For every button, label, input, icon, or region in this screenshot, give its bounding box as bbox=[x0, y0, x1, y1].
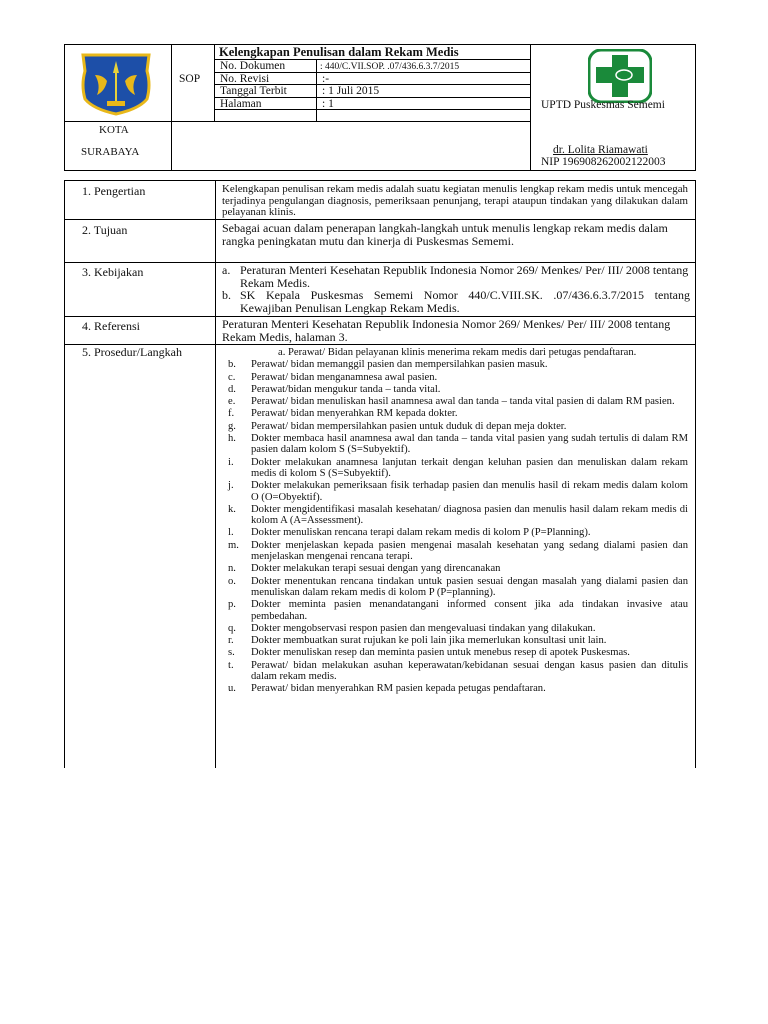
procedure-step-text: Perawat/bidan mengukur tanda – tanda vital. bbox=[251, 383, 441, 395]
procedure-step-letter: k. bbox=[228, 503, 236, 515]
procedure-step-text: Dokter menuliskan rencana terapi dalam rekam medis di kolom P (P=Planning). bbox=[251, 527, 591, 539]
procedure-step-text: Dokter menentukan rencana tindakan untuk pasien sesuai dengan masalah yang dialami pasien dan menuliskan dalam rekam medis di kolom P (P=planning). bbox=[251, 575, 688, 598]
procedure-step bbox=[222, 563, 688, 574]
procedure-step bbox=[222, 457, 688, 480]
city-name-line1: KOTA bbox=[99, 124, 129, 136]
procedure-step-letter: r. bbox=[228, 635, 234, 647]
procedure-step bbox=[222, 396, 688, 407]
sop-label: SOP bbox=[179, 73, 201, 85]
doc-number-value: : 440/C.VII.SOP. .07/436.6.3.7/2015 bbox=[320, 62, 460, 72]
procedure-step bbox=[222, 408, 688, 419]
procedure-step-letter: g. bbox=[228, 420, 236, 432]
procedure-step-text: Perawat/ bidan menyerahkan RM pasien kepada petugas pendaftaran. bbox=[251, 683, 546, 695]
kebijakan-item: b. SK Kepala Puskesmas Sememi Nomor 440/C.VIII.SK. .07/436.6.3.7/2015 tentang Kewajiban Penulisan Lengkap Rekam Medis. bbox=[222, 288, 690, 316]
section-label-prosedur: 5. Prosedur/Langkah bbox=[82, 345, 182, 359]
procedure-step-text: Dokter menjelaskan kepada pasien mengenai masalah kesehatan yang sedang dialami pasien dan menjelaskan mengenai rencana terapi. bbox=[251, 539, 688, 563]
procedure-step-letter: m. bbox=[228, 539, 239, 551]
procedure-step-letter: s. bbox=[228, 647, 235, 659]
page-value: : 1 bbox=[322, 98, 334, 110]
procedure-step-letter: e. bbox=[228, 396, 236, 408]
procedure-step-text: Dokter menuliskan resep dan meminta pasien untuk menebus resep di apotek Puskesmas. bbox=[251, 647, 630, 659]
procedure-step bbox=[222, 433, 688, 456]
procedure-step-letter: p. bbox=[228, 599, 236, 611]
procedure-step bbox=[222, 359, 688, 370]
procedure-list bbox=[222, 347, 688, 696]
procedure-step-a: a. Perawat/ Bidan pelayanan klinis menerima rekam medis dari petugas pendaftaran. bbox=[278, 347, 637, 358]
procedure-step-text: Perawat/ bidan melakukan asuhan keperawatan/kebidanan sesuai dengan kasus pasien dan ditulis dalam rekam medis. bbox=[251, 659, 688, 683]
procedure-step bbox=[222, 635, 688, 646]
procedure-step-letter: h. bbox=[228, 433, 236, 445]
procedure-step-letter: i. bbox=[228, 456, 234, 468]
procedure-step-text: Dokter mengobservasi respon pasien dan mengevaluasi tindakan yang dilakukan. bbox=[251, 622, 596, 634]
procedure-step-letter: b. bbox=[228, 359, 236, 371]
procedure-step-letter: o. bbox=[228, 575, 236, 587]
procedure-step-text: Perawat/ bidan menganamnesa awal pasien. bbox=[251, 371, 438, 383]
procedure-step-text: Perawat/ bidan mempersilahkan pasien untuk duduk di depan meja dokter. bbox=[251, 420, 567, 432]
procedure-step-text: Dokter meminta pasien menandatangani informed consent jika ada tindakan invasive atau pembedahan. bbox=[251, 599, 688, 622]
section-label-kebijakan: 3. Kebijakan bbox=[82, 265, 144, 279]
doc-number-label: No. Dokumen bbox=[220, 60, 286, 72]
procedure-step-text: Dokter membaca hasil anamnesa awal dan tanda – tanda vital pasien yang sudah tertulis di dalam RM pasien dalam kolom S (S=Subyektif). bbox=[251, 433, 688, 456]
procedure-step bbox=[222, 527, 688, 538]
issue-date-value: : 1 Juli 2015 bbox=[322, 85, 380, 97]
section-label-referensi: 4. Referensi bbox=[82, 319, 140, 333]
section-label-tujuan: 2. Tujuan bbox=[82, 223, 128, 237]
section-text-referensi: Peraturan Menteri Kesehatan Republik Indonesia Nomor 269/ Menkes/ Per/ III/ 2008 tentang Rekam Medis, halaman 3. bbox=[222, 317, 671, 344]
procedure-step-letter: u. bbox=[228, 683, 236, 695]
section-label-pengertian: 1. Pengertian bbox=[82, 184, 146, 198]
procedure-step bbox=[222, 372, 688, 383]
procedure-step-letter: n. bbox=[228, 563, 236, 575]
city-name-line2: SURABAYA bbox=[81, 146, 140, 158]
puskesmas-logo bbox=[588, 49, 652, 103]
procedure-step bbox=[222, 504, 688, 527]
procedure-step-letter: c. bbox=[228, 371, 236, 383]
document-title: Kelengkapan Penulisan dalam Rekam Medis bbox=[219, 45, 459, 59]
procedure-step-text: Perawat/ bidan menyerahkan RM kepada dokter. bbox=[251, 408, 458, 420]
city-emblem bbox=[77, 51, 155, 117]
procedure-step-text: Perawat/ bidan memanggil pasien dan mempersilahkan pasien masuk. bbox=[251, 359, 548, 371]
procedure-step-text: Dokter mengidentifikasi masalah kesehatan/ diagnosa pasien dan menulis hasil dalam rekam medis di kolom A (A=Assessment). bbox=[251, 503, 688, 527]
procedure-step-text: Dokter melakukan terapi sesuai dengan yang direncanakan bbox=[251, 563, 501, 575]
procedure-step bbox=[222, 576, 688, 599]
procedure-step bbox=[222, 540, 688, 563]
procedure-step-letter: l. bbox=[228, 527, 234, 539]
procedure-step-text: Dokter membuatkan surat rujukan ke poli lain jika memerlukan konsultasi unit lain. bbox=[251, 635, 607, 647]
revision-value: :- bbox=[322, 73, 330, 85]
page-label: Halaman bbox=[220, 98, 262, 110]
procedure-step bbox=[222, 384, 688, 395]
signer-nip: NIP 196908262002122003 bbox=[541, 156, 666, 168]
kebijakan-item: a. Peraturan Menteri Kesehatan Republik Indonesia Nomor 269/ Menkes/ Per/ III/ 2008 tentang Rekam Medis. bbox=[222, 263, 689, 290]
procedure-step-text: Perawat/ bidan menuliskan hasil anamnesa awal dan tanda – tanda vital pasien di dalam RM pasien. bbox=[251, 396, 675, 408]
procedure-step bbox=[222, 647, 688, 658]
section-text-pengertian: Kelengkapan penulisan rekam medis adalah suatu kegiatan menulis lengkap rekam medis untuk mencegah terjadinya pengulangan diagnosis, pemeriksaan penunjang, terapi ataupun tindakan yang dilakukan dalam pelayanan klinis. bbox=[222, 183, 688, 219]
procedure-step bbox=[222, 660, 688, 683]
procedure-step-letter: t. bbox=[228, 659, 234, 671]
procedure-step-letter: j. bbox=[228, 480, 234, 492]
procedure-step-letter: f. bbox=[228, 408, 235, 420]
procedure-step-text: Dokter melakukan anamnesa lanjutan terkait dengan keluhan pasien dan menuliskan dalam rekam medis di kolom S (S=Subyektif). bbox=[251, 456, 688, 479]
issue-date-label: Tanggal Terbit bbox=[220, 85, 287, 97]
procedure-step-letter: d. bbox=[228, 383, 236, 395]
revision-label: No. Revisi bbox=[220, 73, 270, 85]
signer-name: dr. Lolita Riamawati bbox=[553, 144, 648, 156]
section-list-kebijakan bbox=[222, 264, 690, 315]
procedure-step bbox=[222, 421, 688, 432]
procedure-step bbox=[222, 599, 688, 622]
organization-name: UPTD Puskesmas Sememi bbox=[541, 99, 665, 111]
section-text-tujuan: Sebagai acuan dalam penerapan langkah-langkah untuk menulis lengkap rekam medis dalam rangka peningkatan mutu dan kinerja di Puskesmas Sememi. bbox=[222, 221, 668, 248]
procedure-step-letter: q. bbox=[228, 622, 236, 634]
procedure-step bbox=[222, 623, 688, 634]
procedure-step bbox=[222, 683, 688, 694]
procedure-step bbox=[222, 480, 688, 503]
procedure-step-text: Dokter melakukan pemeriksaan fisik terhadap pasien dan menulis hasil di rekam medis dalam kolom O (O=Obyektif). bbox=[251, 480, 688, 503]
